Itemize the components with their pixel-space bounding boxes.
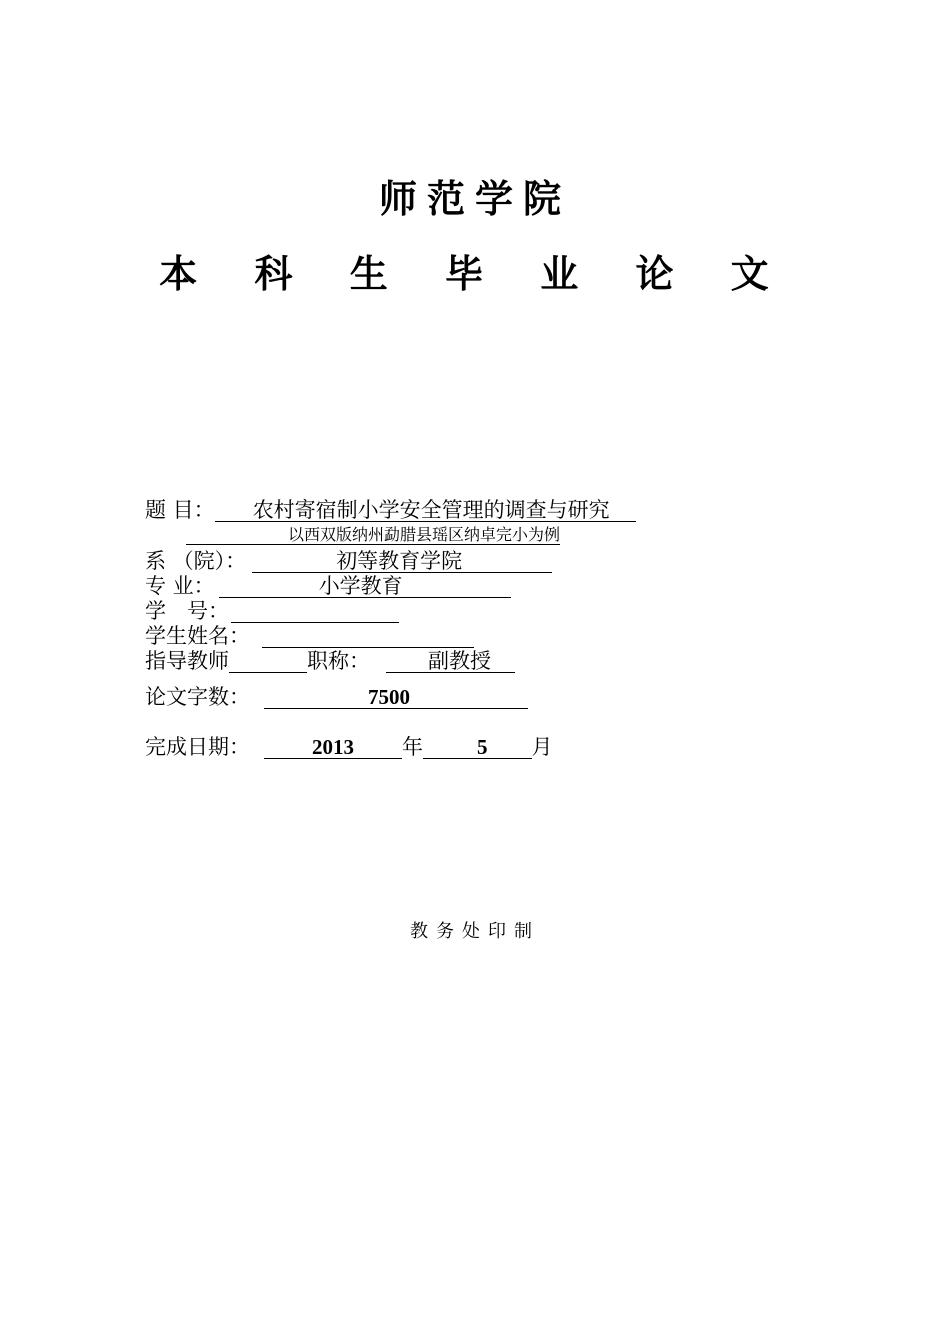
topic-label: 题 目： <box>145 498 215 522</box>
student-id-label: 学 号： <box>145 599 229 623</box>
title-value: 副教授 <box>386 650 515 673</box>
student-name-value <box>262 625 474 648</box>
major-value: 小学教育 <box>219 575 511 598</box>
document-type-heading: 本 科 生 毕 业 论 文 <box>159 252 791 296</box>
topic-value: 农村寄宿制小学安全管理的调查与研究 <box>215 499 636 522</box>
topic-subtitle-row <box>186 525 560 545</box>
advisor-row <box>145 648 515 674</box>
advisor-value <box>229 650 307 673</box>
topic-row <box>145 497 636 523</box>
year-unit: 年 <box>402 735 423 759</box>
department-value: 初等教育学院 <box>252 550 552 573</box>
printed-by-footer: 教务处印制 <box>410 921 540 942</box>
year-value: 2013 <box>264 736 402 759</box>
title-label: 职称： <box>307 649 370 673</box>
date-label: 完成日期： <box>145 735 250 759</box>
word-count-row <box>145 684 528 710</box>
student-id-value <box>231 600 399 623</box>
department-row <box>145 548 552 574</box>
major-label: 专 业： <box>145 574 215 598</box>
topic-subtitle: 以西双版纳州勐腊县瑶区纳卓完小为例 <box>288 525 561 544</box>
completion-date-row <box>145 734 553 760</box>
word-count-label: 论文字数： <box>145 685 250 709</box>
major-row <box>145 573 511 599</box>
topic-subtitle-lead-line <box>186 526 288 545</box>
word-count-value: 7500 <box>264 686 528 709</box>
student-id-row <box>145 598 399 624</box>
month-unit: 月 <box>531 735 553 759</box>
department-label: 系 （院）： <box>145 549 247 573</box>
month-value: 5 <box>423 736 532 759</box>
school-name: 师范学院 <box>378 177 571 221</box>
advisor-label: 指导教师 <box>145 649 229 673</box>
student-name-row <box>145 623 474 649</box>
student-name-label: 学生姓名： <box>145 624 250 648</box>
